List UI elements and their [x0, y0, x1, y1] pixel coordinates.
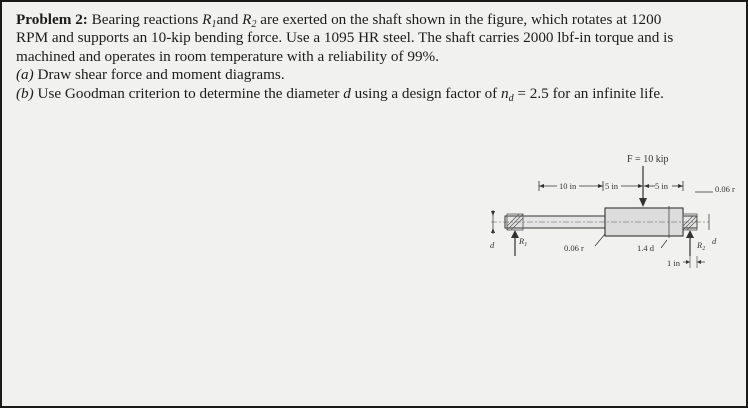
force-arrowhead [639, 198, 647, 207]
dim-10in-label: 10 in [559, 181, 577, 191]
radius-mid-label: 0.06 r [564, 243, 584, 253]
part-b-text: Use Goodman criterion to determine the diameter [33, 84, 344, 102]
part-b-label: (b) [16, 84, 34, 102]
leader-line [595, 234, 605, 246]
dim-5in-label-a: 5 in [605, 181, 618, 191]
design-factor-letter: n [501, 84, 509, 102]
problem-statement [16, 11, 740, 103]
r1-arrowhead [511, 230, 519, 238]
r1-letter: R [202, 11, 212, 28]
diameter-right-label: d [712, 236, 717, 246]
dim-arrowhead [686, 260, 690, 264]
step-diameter-label: 1.4 d [637, 243, 654, 253]
diameter-symbol: d [343, 84, 351, 102]
part-b-text: = 2.5 for an infinite life. [513, 84, 664, 102]
r2-label-letter: R [697, 240, 703, 250]
design-factor-subscript: d [508, 92, 514, 104]
dim-arrowhead [697, 260, 701, 264]
shaft-diagram [487, 148, 748, 272]
dim-arrowhead [491, 211, 495, 216]
problem-line-2: RPM and supports an 10-kip bending force. Use a 1095 HR steel. The shaft carries 2000 lbf-in torque and is [16, 29, 674, 47]
force-label: F = 10 kip [627, 154, 669, 165]
part-a-text: Draw shear force and moment diagrams. [33, 66, 285, 84]
page [2, 2, 746, 406]
r2-arrowhead [686, 230, 694, 238]
r1-label-sub: 1 [524, 242, 528, 248]
shaft-figure [487, 148, 748, 272]
dim-arrowhead [644, 184, 649, 188]
dim-arrowhead [539, 184, 544, 188]
part-b-text: using a design factor of [350, 84, 502, 102]
part-b [16, 85, 740, 103]
dim-arrowhead [491, 228, 495, 233]
r1-label-letter: R [519, 236, 525, 246]
problem-line-3: machined and operates in room temperature with a reliability of 99%. [16, 47, 439, 65]
problem-text: and [216, 11, 243, 28]
r1-subscript: 1 [211, 19, 217, 30]
radius-right-label: 0.06 r [715, 184, 735, 194]
part-a-label: (a) [16, 66, 34, 84]
problem-text: Bearing reactions [87, 11, 203, 28]
problem-label: Problem 2: [16, 11, 88, 28]
r2-symbol [242, 11, 256, 28]
dim-5in-label-b: 5 in [655, 181, 668, 191]
r1-symbol [202, 11, 216, 28]
dim-1in-label: 1 in [667, 258, 680, 268]
r1-label [518, 236, 527, 248]
leader-line [661, 240, 667, 248]
r2-subscript: 2 [251, 19, 257, 30]
r2-label [696, 240, 705, 252]
problem-text: are exerted on the shaft shown in the figure, which rotates at 1200 [256, 11, 662, 28]
dim-arrowhead [678, 184, 683, 188]
r2-letter: R [242, 11, 252, 28]
part-a [16, 66, 740, 84]
dim-arrowhead [598, 184, 603, 188]
problem-line-1 [16, 11, 740, 29]
r2-label-sub: 2 [702, 246, 706, 252]
diameter-left-label: d [490, 240, 495, 250]
design-factor-symbol [501, 85, 514, 102]
